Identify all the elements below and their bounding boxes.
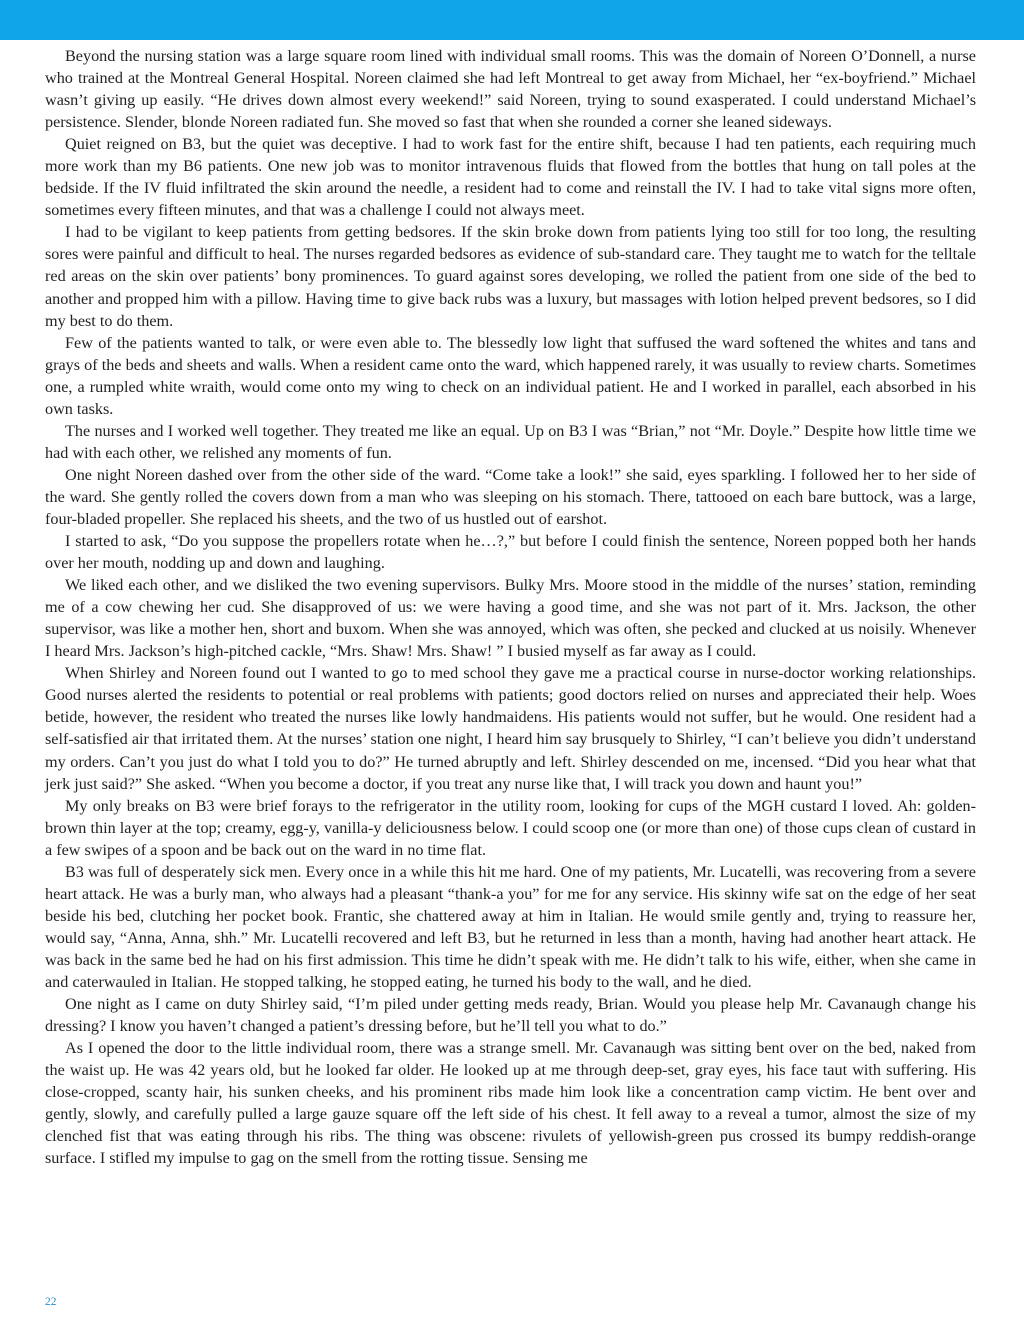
page-number: 22 <box>45 1296 57 1308</box>
paragraph: I had to be vigilant to keep patients from getting bedsores. If the skin broke down from patients lying too still for too long, the resulting sores were painful and difficult to heal. The nurses regarded bedsores as evidence of sub-standard care. They taught me to watch for the telltale red areas on the skin over patients’ bony prominences. To guard against sores developing, we rolled the patient from one side of the bed to another and propped him with a pillow. Having time to give back rubs was a luxury, but massages with lotion helped prevent bedsores, so I did my best to do them. <box>45 223 976 330</box>
paragraph: B3 was full of desperately sick men. Every once in a while this hit me hard. One of my patients, Mr. Lucatelli, was recovering from a severe heart attack. He was a burly man, who always had a pleasant “thank-a you” for me for any service. His skinny wife sat on the edge of her seat beside his bed, clutching her pocket book. Frantic, she chattered away at him in Italian. He would smile gently and, trying to reassure her, would say, “Anna, Anna, shh.” Mr. Lucatelli recovered and left B3, but he returned in less than a month, having had another heart attack. He was back in the same bed he had on his first admission. This time he didn’t speak with me. He didn’t talk to his wife, either, when she came in and caterwauled in Italian. He stopped talking, he stopped eating, he turned his body to the wall, and he died. <box>45 862 976 991</box>
paragraph: Beyond the nursing station was a large square room lined with individual small rooms. This was the domain of Noreen O’Donnell, a nurse who trained at the Montreal General Hospital. Noreen claimed she had left Montreal to get away from Michael, her “ex-boyfriend.” Michael wasn’t giving up easily. “He drives down almost every weekend!” said Noreen, trying to sound exasperated. I could understand Michael’s persistence. Slender, blonde Noreen radiated fun. She moved so fast that when she rounded a corner she leaned sideways. <box>45 47 976 132</box>
paragraph: When Shirley and Noreen found out I wanted to go to med school they gave me a practical course in nurse-doctor working relationships. Good nurses alerted the residents to potential or real problems with patients; good doctors relied on nurses and appreciated their help. Woes betide, however, the resident who treated the nurses like lowly handmaidens. His patients would not suffer, but he would. One resident had a self-satisfied air that irritated them. At the nurses’ station one night, I heard him say brusquely to Shirley, “I can’t believe you didn’t understand my orders. Can’t you just do what I told you to do?” He turned abruptly and left. Shirley descended on me, incensed. “Did you hear what that jerk just said?” She asked. “When you become a doctor, if you treat any nurse like that, I will track you down and haunt you!” <box>45 664 976 793</box>
paragraph: My only breaks on B3 were brief forays to the refrigerator in the utility room, looking for cups of the MGH custard I loved. Ah: golden-brown thin layer at the top; creamy, egg-y, vanilla-y deliciousness below. I could scoop one (or more than one) of those cups clean of custard in a few swipes of a spoon and be back out on the ward in no time flat. <box>45 796 976 859</box>
paragraph: The nurses and I worked well together. They treated me like an equal. Up on B3 I was “Brian,” not “Mr. Doyle.” Despite how little time we had with each other, we relished any moments of fun. <box>45 421 976 462</box>
paragraph: One night Noreen dashed over from the other side of the ward. “Come take a look!” she said, eyes sparkling. I followed her to her side of the ward. She gently rolled the covers down from a man who was sleeping on his stomach. There, tattooed on each bare buttock, was a large, four-bladed propeller. She replaced his sheets, and the two of us hustled out of earshot. <box>45 465 976 528</box>
paragraph: One night as I came on duty Shirley said, “I’m piled under getting meds ready, Brian. Would you please help Mr. Cavanaugh change his dressing? I know you haven’t changed a patient’s dressing before, but he’ll tell you what to do.” <box>45 995 976 1036</box>
paragraph: I started to ask, “Do you suppose the propellers rotate when he…?,” but before I could finish the sentence, Noreen popped both her hands over her mouth, nodding up and down and laughing. <box>45 532 976 573</box>
top-color-band <box>0 0 1024 40</box>
paragraph: We liked each other, and we disliked the two evening supervisors. Bulky Mrs. Moore stood in the middle of the nurses’ station, reminding me of a cow chewing her cud. She disapproved of us: we were having a good time, and she was not part of it. Mrs. Jackson, the other supervisor, was like a mother hen, short and buxom. When she was annoyed, which was often, she pecked and clucked at us noisily. Whenever I heard Mrs. Jackson’s high-pitched cackle, “Mrs. Shaw! Mrs. Shaw! ” I busied myself as far away as I could. <box>45 576 976 661</box>
paragraph: Quiet reigned on B3, but the quiet was deceptive. I had to work fast for the entire shift, because I had ten patients, each requiring much more work than my B6 patients. One new job was to monitor intravenous fluids that flowed from the bottles that hung on tall poles at the bedside. If the IV fluid infiltrated the skin around the needle, a resident had to come and reinstall the IV. I had to take vital signs more often, sometimes every fifteen minutes, and that was a challenge I could not always meet. <box>45 135 976 220</box>
page-body <box>45 45 976 1169</box>
paragraph: Few of the patients wanted to talk, or were even able to. The blessedly low light that suffused the ward softened the whites and tans and grays of the beds and sheets and walls. When a resident came onto the ward, which happened rarely, it was usually to review charts. Sometimes one, a rumpled white wraith, would come onto my wing to check on an individual patient. He and I worked in parallel, each absorbed in his own tasks. <box>45 333 976 418</box>
paragraph: As I opened the door to the little individual room, there was a strange smell. Mr. Cavanaugh was sitting bent over on the bed, naked from the waist up. He was 42 years old, but he looked far older. He looked up at me through deep-set, gray eyes, his face taut with suffering. His close-cropped, scanty hair, his sunken cheeks, and his prominent ribs made him look like a concentration camp victim. He bent over and gently, slowly, and carefully pulled a large gauze square off the left side of his chest. It fell away to a reveal a tumor, almost the size of my clenched fist that was eating through his ribs. The thing was obscene: rivulets of yellowish-green pus crossed its bumpy reddish-orange surface. I stifled my impulse to gag on the smell from the rotting tissue. Sensing me <box>45 1039 976 1168</box>
